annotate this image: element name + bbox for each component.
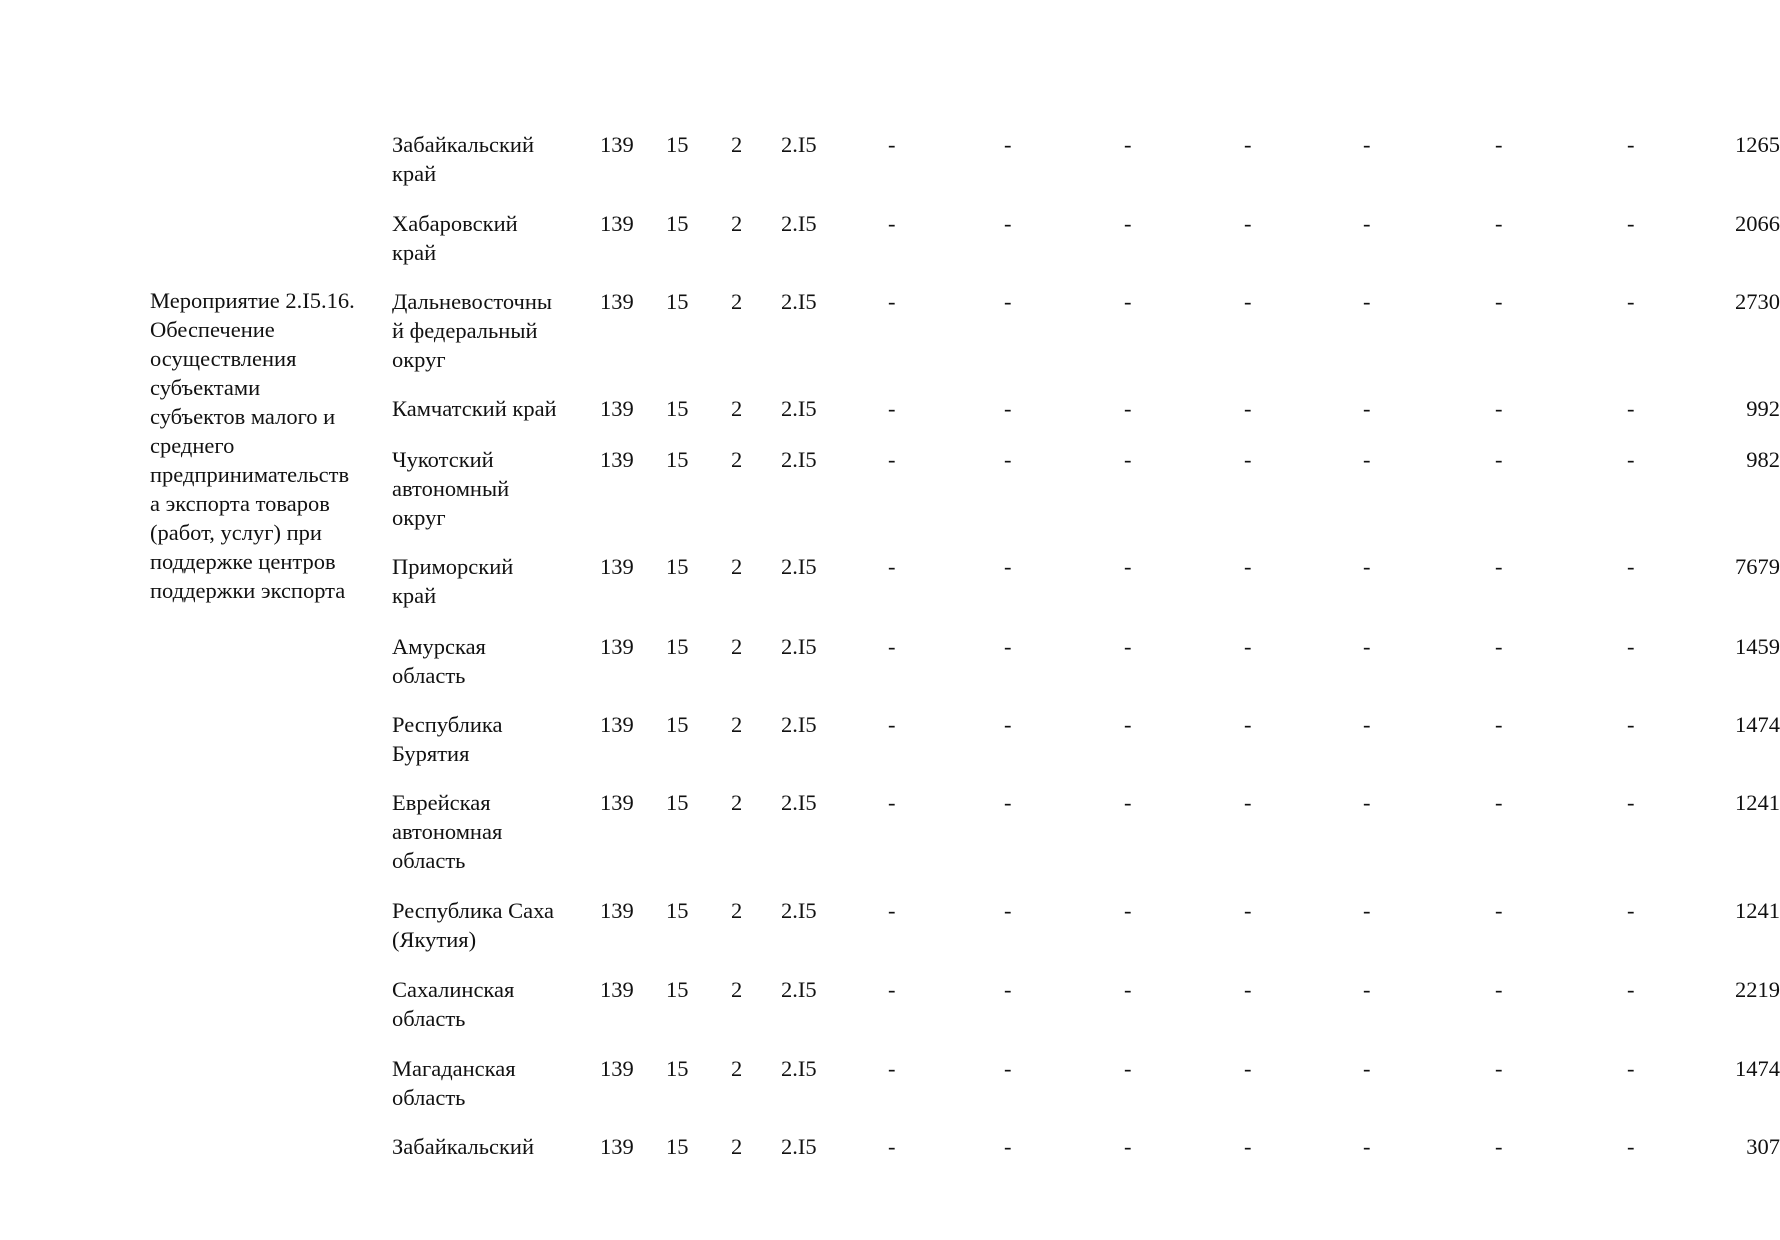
empty-value-cell: - [1244, 712, 1252, 737]
amount-cell: 7679 [1735, 554, 1780, 579]
empty-value-cell: - [888, 132, 896, 157]
code-cell: 2 [731, 790, 743, 815]
empty-value-cell: - [1495, 977, 1503, 1002]
code-cell: 2 [731, 447, 743, 472]
empty-value-cell: - [888, 447, 896, 472]
amount-cell: 307 [1746, 1134, 1780, 1159]
empty-value-cell: - [1244, 977, 1252, 1002]
empty-value-cell: - [1124, 1056, 1132, 1081]
empty-value-cell: - [1627, 554, 1635, 579]
code-cell: 139 [600, 712, 634, 737]
empty-value-cell: - [1124, 447, 1132, 472]
empty-value-cell: - [888, 898, 896, 923]
code-cell: 139 [600, 554, 634, 579]
code-cell: 2.I5 [781, 977, 817, 1002]
empty-value-cell: - [1244, 396, 1252, 421]
empty-value-cell: - [1627, 790, 1635, 815]
empty-value-cell: - [1495, 898, 1503, 923]
empty-value-cell: - [1124, 132, 1132, 157]
region-name: Сахалинская область [392, 977, 515, 1031]
empty-value-cell: - [1004, 790, 1012, 815]
empty-value-cell: - [1124, 634, 1132, 659]
empty-value-cell: - [1627, 1056, 1635, 1081]
empty-value-cell: - [1363, 790, 1371, 815]
region-name: Еврейская автономная область [392, 790, 503, 873]
code-cell: 15 [666, 790, 689, 815]
empty-value-cell: - [1124, 289, 1132, 314]
empty-value-cell: - [1363, 447, 1371, 472]
empty-value-cell: - [1124, 396, 1132, 421]
code-cell: 15 [666, 898, 689, 923]
code-cell: 2 [731, 1134, 743, 1159]
empty-value-cell: - [1495, 554, 1503, 579]
code-cell: 2.I5 [781, 898, 817, 923]
code-cell: 15 [666, 211, 689, 236]
empty-value-cell: - [1627, 289, 1635, 314]
empty-value-cell: - [1124, 977, 1132, 1002]
code-cell: 2.I5 [781, 634, 817, 659]
code-cell: 139 [600, 289, 634, 314]
empty-value-cell: - [1363, 1056, 1371, 1081]
code-cell: 2.I5 [781, 447, 817, 472]
code-cell: 15 [666, 396, 689, 421]
activity-description: Мероприятие 2.I5.16. Обеспечение осуществления субъектами субъектов малого и среднего предпринимательств а экспорта товаров (работ, услуг) при поддержке центров поддержки экспорта [150, 288, 355, 603]
region-name: Чукотский автономный округ [392, 447, 510, 530]
region-name: Республика Бурятия [392, 712, 503, 766]
empty-value-cell: - [1004, 554, 1012, 579]
region-name: Дальневосточны й федеральный округ [392, 289, 552, 372]
empty-value-cell: - [1627, 1134, 1635, 1159]
code-cell: 2 [731, 1056, 743, 1081]
region-name: Забайкальский [392, 1134, 534, 1159]
code-cell: 139 [600, 1056, 634, 1081]
code-cell: 15 [666, 554, 689, 579]
empty-value-cell: - [1244, 554, 1252, 579]
amount-cell: 2730 [1735, 289, 1780, 314]
code-cell: 139 [600, 1134, 634, 1159]
code-cell: 139 [600, 898, 634, 923]
empty-value-cell: - [1124, 790, 1132, 815]
empty-value-cell: - [1004, 289, 1012, 314]
empty-value-cell: - [1495, 1134, 1503, 1159]
empty-value-cell: - [1244, 447, 1252, 472]
empty-value-cell: - [1495, 712, 1503, 737]
amount-cell: 992 [1746, 396, 1780, 421]
empty-value-cell: - [1124, 554, 1132, 579]
code-cell: 139 [600, 396, 634, 421]
empty-value-cell: - [1495, 790, 1503, 815]
empty-value-cell: - [1363, 634, 1371, 659]
code-cell: 2.I5 [781, 289, 817, 314]
code-cell: 2 [731, 898, 743, 923]
region-name: Магаданская область [392, 1056, 516, 1110]
code-cell: 2.I5 [781, 396, 817, 421]
empty-value-cell: - [1004, 634, 1012, 659]
code-cell: 2 [731, 634, 743, 659]
empty-value-cell: - [1363, 211, 1371, 236]
code-cell: 15 [666, 132, 689, 157]
code-cell: 2 [731, 712, 743, 737]
code-cell: 139 [600, 132, 634, 157]
empty-value-cell: - [1124, 712, 1132, 737]
code-cell: 2.I5 [781, 554, 817, 579]
code-cell: 139 [600, 634, 634, 659]
empty-value-cell: - [1244, 132, 1252, 157]
empty-value-cell: - [1124, 211, 1132, 236]
empty-value-cell: - [1495, 1056, 1503, 1081]
code-cell: 2.I5 [781, 211, 817, 236]
code-cell: 15 [666, 634, 689, 659]
amount-cell: 1474 [1735, 1056, 1780, 1081]
empty-value-cell: - [888, 634, 896, 659]
amount-cell: 2219 [1735, 977, 1780, 1002]
empty-value-cell: - [1363, 712, 1371, 737]
empty-value-cell: - [1363, 289, 1371, 314]
code-cell: 139 [600, 447, 634, 472]
code-cell: 15 [666, 1056, 689, 1081]
empty-value-cell: - [1627, 712, 1635, 737]
code-cell: 2.I5 [781, 1056, 817, 1081]
empty-value-cell: - [888, 1056, 896, 1081]
code-cell: 15 [666, 977, 689, 1002]
code-cell: 2 [731, 132, 743, 157]
region-name: Камчатский край [392, 396, 557, 421]
empty-value-cell: - [1004, 211, 1012, 236]
empty-value-cell: - [888, 554, 896, 579]
empty-value-cell: - [1363, 977, 1371, 1002]
empty-value-cell: - [1124, 898, 1132, 923]
empty-value-cell: - [1004, 447, 1012, 472]
empty-value-cell: - [1495, 634, 1503, 659]
empty-value-cell: - [1244, 289, 1252, 314]
empty-value-cell: - [1627, 898, 1635, 923]
empty-value-cell: - [1244, 211, 1252, 236]
empty-value-cell: - [888, 1134, 896, 1159]
empty-value-cell: - [1363, 396, 1371, 421]
empty-value-cell: - [1244, 634, 1252, 659]
code-cell: 139 [600, 977, 634, 1002]
empty-value-cell: - [1627, 977, 1635, 1002]
empty-value-cell: - [1244, 790, 1252, 815]
amount-cell: 1241 [1735, 898, 1780, 923]
empty-value-cell: - [1004, 898, 1012, 923]
empty-value-cell: - [1244, 1056, 1252, 1081]
empty-value-cell: - [1244, 898, 1252, 923]
empty-value-cell: - [1627, 447, 1635, 472]
empty-value-cell: - [1004, 977, 1012, 1002]
empty-value-cell: - [1004, 396, 1012, 421]
amount-cell: 1265 [1735, 132, 1780, 157]
code-cell: 2 [731, 977, 743, 1002]
empty-value-cell: - [1004, 712, 1012, 737]
empty-value-cell: - [1495, 396, 1503, 421]
region-name: Приморский край [392, 554, 514, 608]
code-cell: 2 [731, 289, 743, 314]
code-cell: 2 [731, 554, 743, 579]
code-cell: 2.I5 [781, 712, 817, 737]
code-cell: 15 [666, 1134, 689, 1159]
empty-value-cell: - [1495, 211, 1503, 236]
code-cell: 2 [731, 396, 743, 421]
region-name: Амурская область [392, 634, 486, 688]
empty-value-cell: - [888, 211, 896, 236]
empty-value-cell: - [1627, 211, 1635, 236]
empty-value-cell: - [1495, 289, 1503, 314]
amount-cell: 982 [1746, 447, 1780, 472]
code-cell: 2.I5 [781, 132, 817, 157]
code-cell: 139 [600, 790, 634, 815]
code-cell: 15 [666, 447, 689, 472]
code-cell: 2.I5 [781, 1134, 817, 1159]
code-cell: 2 [731, 211, 743, 236]
empty-value-cell: - [1363, 898, 1371, 923]
empty-value-cell: - [1363, 132, 1371, 157]
empty-value-cell: - [1004, 132, 1012, 157]
empty-value-cell: - [1627, 634, 1635, 659]
empty-value-cell: - [1495, 132, 1503, 157]
empty-value-cell: - [888, 396, 896, 421]
empty-value-cell: - [1363, 554, 1371, 579]
empty-value-cell: - [1627, 396, 1635, 421]
code-cell: 15 [666, 289, 689, 314]
empty-value-cell: - [1004, 1134, 1012, 1159]
empty-value-cell: - [888, 712, 896, 737]
code-cell: 2.I5 [781, 790, 817, 815]
empty-value-cell: - [888, 790, 896, 815]
amount-cell: 1474 [1735, 712, 1780, 737]
region-name: Забайкальский край [392, 132, 534, 186]
amount-cell: 2066 [1735, 211, 1780, 236]
region-name: Республика Саха (Якутия) [392, 898, 555, 952]
empty-value-cell: - [888, 977, 896, 1002]
empty-value-cell: - [1004, 1056, 1012, 1081]
amount-cell: 1459 [1735, 634, 1780, 659]
empty-value-cell: - [1627, 132, 1635, 157]
empty-value-cell: - [1124, 1134, 1132, 1159]
code-cell: 15 [666, 712, 689, 737]
empty-value-cell: - [888, 289, 896, 314]
region-name: Хабаровский край [392, 211, 518, 265]
empty-value-cell: - [1244, 1134, 1252, 1159]
amount-cell: 1241 [1735, 790, 1780, 815]
empty-value-cell: - [1363, 1134, 1371, 1159]
empty-value-cell: - [1495, 447, 1503, 472]
code-cell: 139 [600, 211, 634, 236]
